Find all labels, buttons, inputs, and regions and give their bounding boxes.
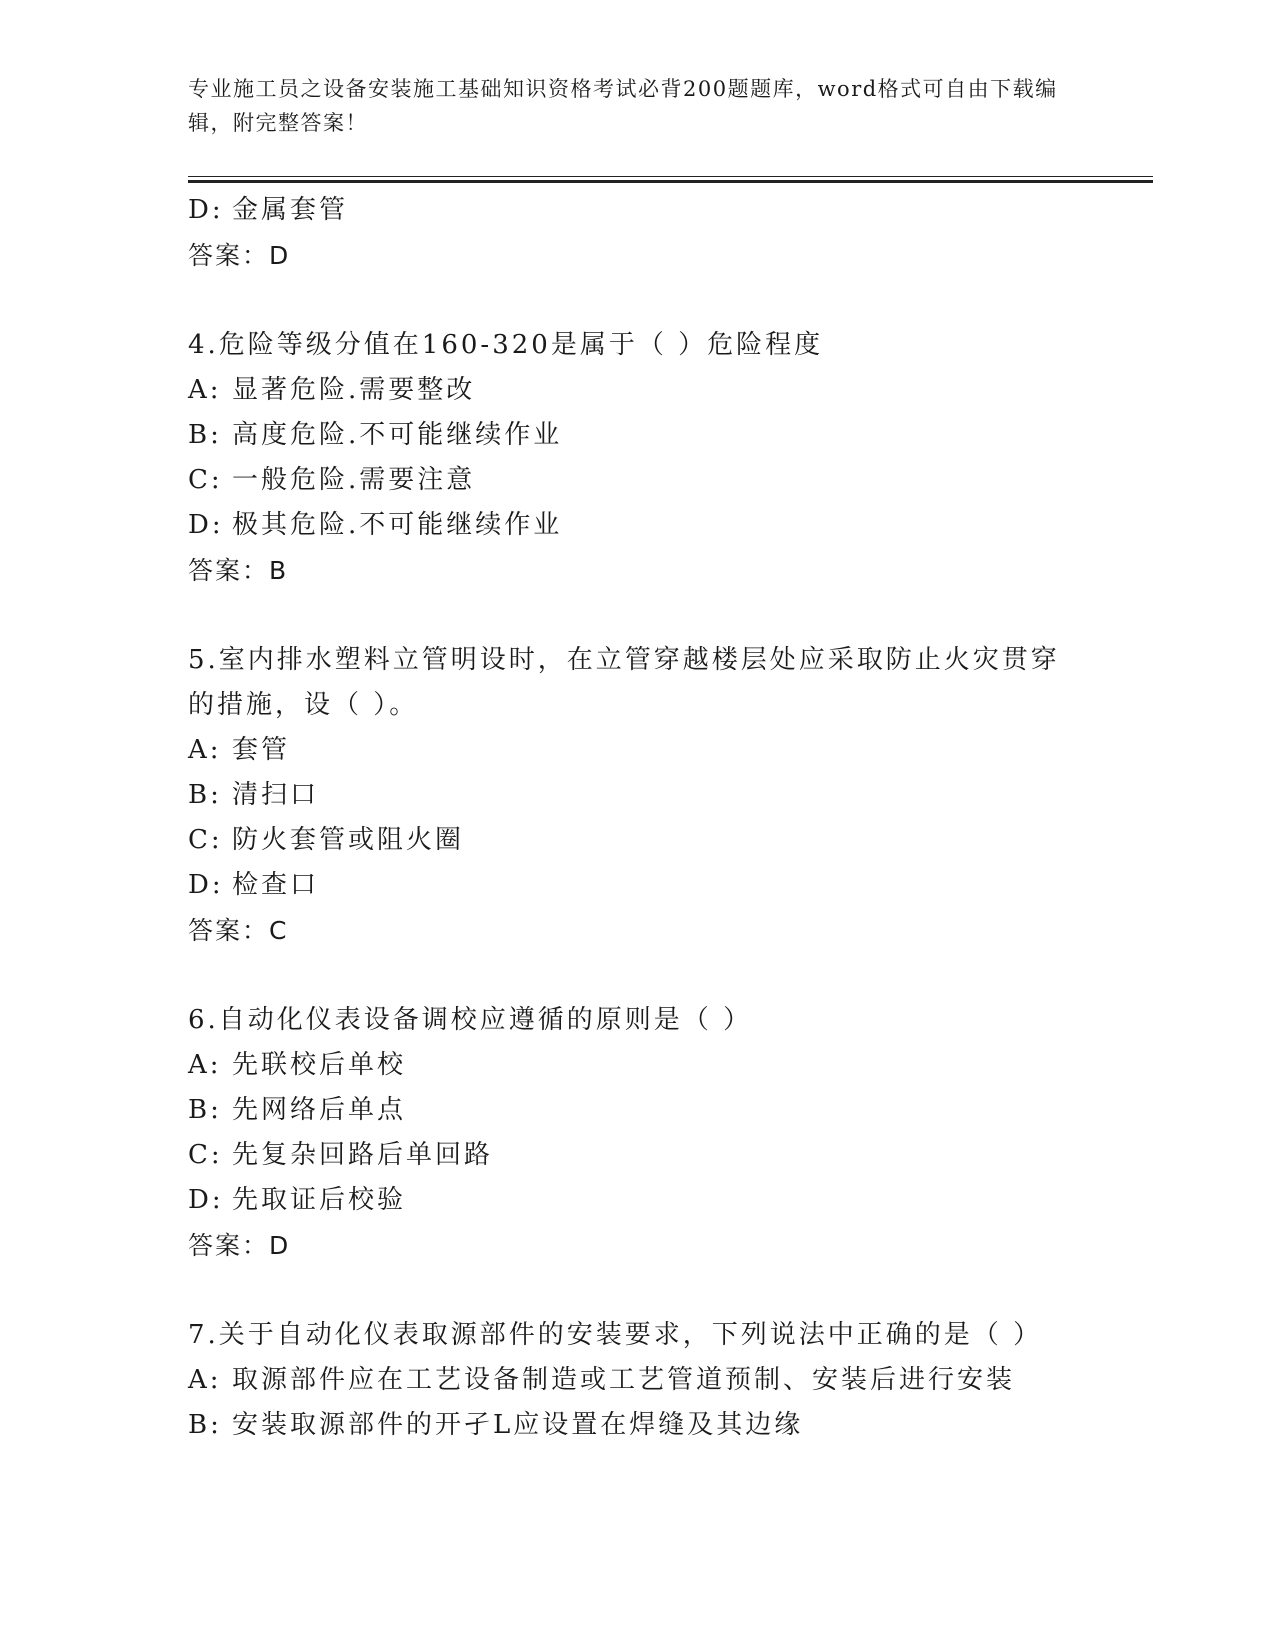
- option-text: 一般危险.需要注意: [232, 465, 476, 495]
- header-rule-thick: [188, 180, 1153, 183]
- option-b: [188, 413, 1128, 458]
- question-list: [188, 188, 1128, 1448]
- option-key: C:: [188, 825, 223, 855]
- option-text: 先联校后单校: [232, 1050, 407, 1080]
- option-a: [188, 1043, 1128, 1088]
- option-d: [188, 188, 1128, 233]
- option-text: 先取证后校验: [232, 1185, 407, 1215]
- option-key: D:: [188, 870, 224, 900]
- option-key: A:: [188, 375, 222, 405]
- option-c: [188, 458, 1128, 503]
- option-key: A:: [188, 735, 222, 765]
- spacer: [188, 953, 1128, 998]
- option-b: [188, 773, 1128, 818]
- document-header: 专业施工员之设备安装施工基础知识资格考试必背200题题库，word格式可自由下载编辑，附完整答案！: [188, 77, 1058, 135]
- option-key: B:: [188, 1095, 222, 1125]
- question-3: [188, 188, 1128, 278]
- answer-line: 答案：D: [188, 241, 291, 270]
- option-text: 套管: [232, 735, 291, 765]
- option-d: [188, 1178, 1128, 1223]
- option-a: [188, 728, 1128, 773]
- option-c: [188, 818, 1128, 863]
- option-text: 金属套管: [232, 195, 349, 225]
- option-key: A:: [188, 1365, 222, 1395]
- question-stem: 7.关于自动化仪表取源部件的安装要求，下列说法中正确的是（ ）: [188, 1320, 1043, 1350]
- option-a: [188, 368, 1128, 413]
- spacer: [188, 593, 1128, 638]
- option-key: B:: [188, 780, 222, 810]
- question-stem-line-2: 的措施，设（ ）。: [188, 690, 419, 720]
- option-key: D:: [188, 195, 224, 225]
- answer-line: 答案：D: [188, 1231, 291, 1260]
- option-key: B:: [188, 1410, 222, 1440]
- option-text: 先网络后单点: [232, 1095, 407, 1125]
- option-b: [188, 1088, 1128, 1133]
- option-text: 防火套管或阻火圈: [232, 825, 465, 855]
- option-text: 高度危险.不可能继续作业: [232, 420, 563, 450]
- question-4: [188, 323, 1128, 593]
- option-c: [188, 1133, 1128, 1178]
- question-7: [188, 1313, 1128, 1448]
- option-key: C:: [188, 1140, 223, 1170]
- answer-line: 答案：B: [188, 556, 289, 585]
- option-text: 取源部件应在工艺设备制造或工艺管道预制、安装后进行安装: [232, 1365, 1016, 1395]
- option-text: 显著危险.需要整改: [232, 375, 476, 405]
- option-text: 安装取源部件的开孑L应设置在焊缝及其边缘: [232, 1410, 804, 1440]
- question-stem-line-1: 5.室内排水塑料立管明设时，在立管穿越楼层处应采取防止火灾贯穿: [188, 645, 1060, 675]
- option-key: D:: [188, 510, 224, 540]
- option-d: [188, 863, 1128, 908]
- spacer: [188, 278, 1128, 323]
- option-key: B:: [188, 420, 222, 450]
- option-b: [188, 1403, 1128, 1448]
- header-rule-thin: [188, 176, 1153, 177]
- option-d: [188, 503, 1128, 548]
- spacer: [188, 1268, 1128, 1313]
- option-key: D:: [188, 1185, 224, 1215]
- question-stem: 6.自动化仪表设备调校应遵循的原则是（ ）: [188, 1005, 753, 1035]
- option-text: 先复杂回路后单回路: [232, 1140, 494, 1170]
- option-key: A:: [188, 1050, 222, 1080]
- option-text: 清扫口: [232, 780, 320, 810]
- question-5: [188, 638, 1128, 953]
- option-key: C:: [188, 465, 223, 495]
- question-6: [188, 998, 1128, 1268]
- option-a: [188, 1358, 1128, 1403]
- option-text: 极其危险.不可能继续作业: [232, 510, 563, 540]
- answer-line: 答案：C: [188, 916, 289, 945]
- question-stem: 4.危险等级分值在160-320是属于（ ）危险程度: [188, 330, 824, 360]
- option-text: 检查口: [232, 870, 320, 900]
